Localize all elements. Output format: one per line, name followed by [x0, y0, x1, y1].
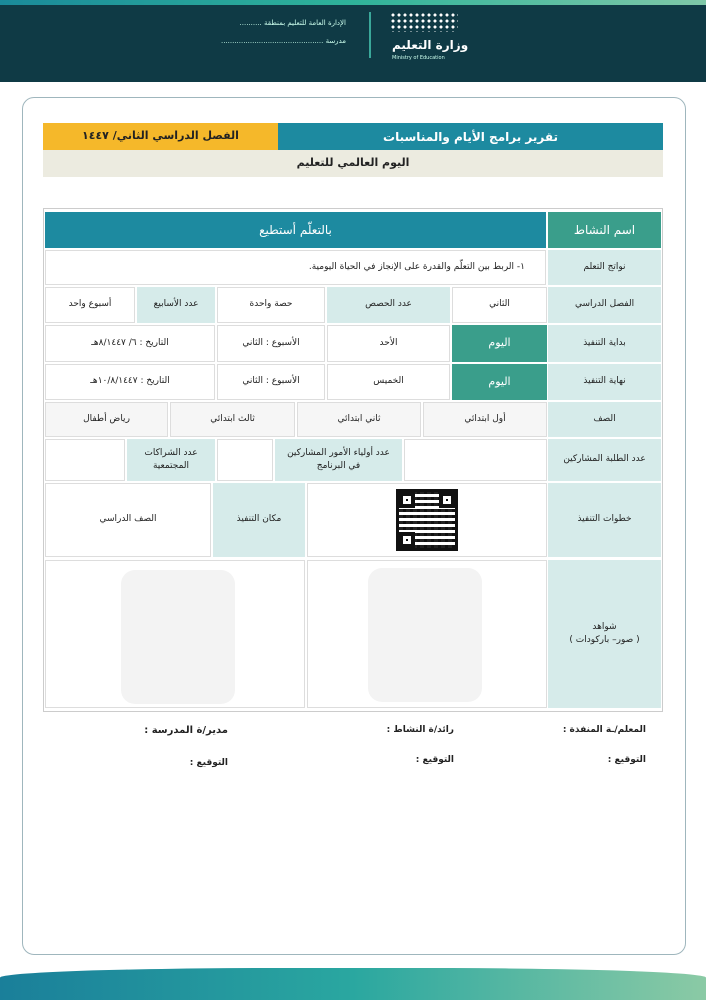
- semester-label: الفصل الدراسي: [548, 287, 661, 323]
- periods-value: حصة واحدة: [217, 287, 325, 323]
- report-title: تقرير برامج الأيام والمناسبات: [278, 123, 663, 150]
- qr-code-icon: [396, 489, 458, 551]
- outcomes-label: نواتج التعلم: [548, 250, 661, 285]
- grade-3: ثالث ابتدائي: [170, 402, 295, 437]
- semester-title: الفصل الدراسي الثاني/ ١٤٤٧: [43, 123, 278, 150]
- teacher-label: المعلم/ـة المنفذة :: [562, 725, 646, 735]
- image-placeholder-1[interactable]: [368, 568, 482, 702]
- weeks-value: أسبوع واحد: [45, 287, 135, 323]
- evidence-label: [548, 560, 661, 708]
- end-date: التاريخ : ١٠/٨/١٤٤٧هـ: [45, 364, 215, 400]
- start-day: الأحد: [327, 325, 450, 362]
- end-day-label: اليوم: [452, 364, 547, 400]
- ministry-name-ar: وزارة التعليم: [392, 38, 469, 52]
- students-value[interactable]: [404, 439, 547, 481]
- start-week: الأسبوع : الثاني: [217, 325, 325, 362]
- partnerships-value[interactable]: [45, 439, 125, 481]
- start-label: بداية التنفيذ: [548, 325, 661, 362]
- leader-signature-label: التوقيع :: [415, 755, 454, 765]
- outcomes-value: ١- الربط بين التعلّم والقدرة على الإنجاز في الحياة اليومية.: [45, 250, 546, 285]
- footer-wave: [0, 968, 706, 1000]
- weeks-label: عدد الأسابيع: [137, 287, 215, 323]
- end-day: الخميس: [327, 364, 450, 400]
- occasion-title: اليوم العالمي للتعليم: [43, 150, 663, 177]
- parents-value[interactable]: [217, 439, 273, 481]
- grade-kg: رياض أطفال: [45, 402, 168, 437]
- qr-cell: [307, 483, 547, 557]
- place-value: الصف الدراسي: [45, 483, 211, 557]
- grade-2: ثاني ابتدائي: [297, 402, 421, 437]
- ministry-logo-icon: [390, 12, 458, 32]
- semester-value: الثاني: [452, 287, 547, 323]
- activity-value: بالتعلّم أستطيع: [45, 212, 546, 248]
- school-text: مدرسة ..............................................: [220, 37, 346, 45]
- evidence-title: شواهد: [592, 621, 617, 632]
- grade-1: أول ابتدائي: [423, 402, 547, 437]
- students-label: عدد الطلبة المشاركين: [548, 439, 661, 481]
- ministry-name-en: Ministry of Education: [392, 55, 445, 61]
- start-day-label: اليوم: [452, 325, 547, 362]
- grade-label: الصف: [548, 402, 661, 437]
- end-label: نهاية التنفيذ: [548, 364, 661, 400]
- steps-label: خطوات التنفيذ: [548, 483, 661, 557]
- principal-label: مدير/ة المدرسة :: [144, 725, 228, 736]
- divider: [369, 12, 371, 58]
- parents-label: عدد أولياء الأمور المشاركين في البرنامج: [275, 439, 402, 481]
- activity-leader-label: رائد/ة النشاط :: [386, 725, 454, 735]
- end-week: الأسبوع : الثاني: [217, 364, 325, 400]
- start-date: التاريخ : ٦/ ٨/١٤٤٧هـ: [45, 325, 215, 362]
- image-placeholder-2[interactable]: [121, 570, 235, 704]
- place-label: مكان التنفيذ: [213, 483, 305, 557]
- teacher-signature-label: التوقيع :: [607, 755, 646, 765]
- principal-signature-label: التوقيع :: [189, 758, 228, 768]
- activity-label: اسم النشاط: [548, 212, 661, 248]
- periods-label: عدد الحصص: [327, 287, 450, 323]
- header-stripe: [0, 0, 706, 5]
- partnerships-label: عدد الشراكات المجتمعية: [127, 439, 215, 481]
- page-header: [0, 0, 706, 82]
- directorate-text: الإدارة العامة للتعليم بمنطقة ..........: [239, 19, 346, 27]
- evidence-subtitle: ( صور– باركودات ): [569, 635, 640, 645]
